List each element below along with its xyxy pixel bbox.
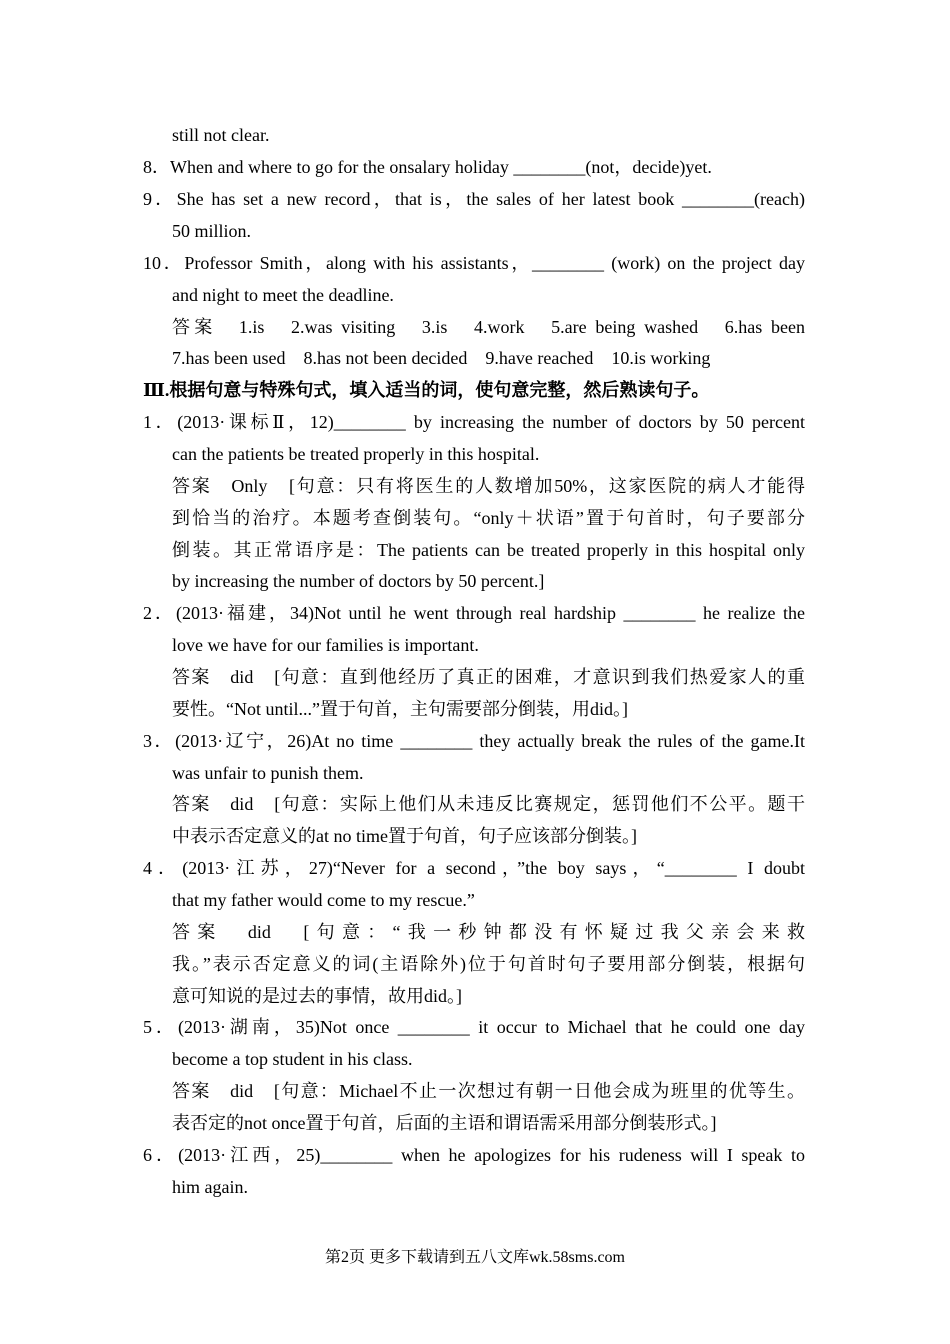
answer-key-line-1: 答案 1.is 2.was visiting 3.is 4.work 5.are being washed 6.has been — [172, 317, 805, 337]
page-footer: 第2页 更多下载请到五八文库wk.58sms.com — [324, 1249, 625, 1266]
question-5-line-2: become a top student in his class. — [172, 1049, 413, 1069]
question-10-line-1: 10．Professor Smith，along with his assistants，________ (work) on the project day — [143, 253, 805, 273]
question-4-line-2: that my father would come to my rescue.” — [172, 890, 475, 910]
question-4-line-1: 4．(2013·江苏，27)“Never for a second，”the boy says，“________ I doubt — [143, 858, 805, 878]
question-8: 8．When and where to go for the onsalary holiday ________(not，decide)yet. — [143, 157, 712, 177]
question-5-line-1: 5．(2013·湖南，35)Not once ________ it occur to Michael that he could one day — [143, 1017, 805, 1037]
answer-1-line-3: 倒装。其正常语序是：The patients can be treated properly in this hospital only — [172, 540, 805, 560]
question-3-line-2: was unfair to punish them. — [172, 763, 364, 783]
answer-4-line-2: 我。”表示否定意义的词(主语除外)位于句首时句子要用部分倒装，根据句 — [172, 954, 805, 974]
answer-2-line-1: 答案 did [句意：直到他经历了真正的困难，才意识到我们热爱家人的重 — [172, 667, 805, 687]
q7-continuation: still not clear. — [172, 125, 270, 145]
question-6-line-2: him again. — [172, 1177, 248, 1197]
answer-5-line-1: 答案 did [句意：Michael不止一次想过有朝一日他会成为班里的优等生。 — [172, 1081, 805, 1101]
answer-3-line-2: 中表示否定意义的at no time置于句首，句子应该部分倒装。] — [172, 826, 637, 846]
question-9-line-1: 9．She has set a new record，that is，the sales of her latest book ________(reach) — [143, 189, 805, 209]
answer-4-line-1: 答案 did [句意：“我一秒钟都没有怀疑过我父亲会来救 — [172, 922, 805, 942]
answer-3-line-1: 答案 did [句意：实际上他们从未违反比赛规定，惩罚他们不公平。题干 — [172, 794, 805, 814]
answer-1-line-4: by increasing the number of doctors by 50 percent.] — [172, 571, 545, 591]
question-2-line-2: love we have for our families is important. — [172, 635, 479, 655]
section-3-heading: Ⅲ.根据句意与特殊句式，填入适当的词，使句意完整，然后熟读句子。 — [143, 380, 710, 400]
question-9-line-2: 50 million. — [172, 221, 252, 241]
question-2-line-1: 2．(2013·福建，34)Not until he went through real hardship ________ he realize the — [143, 603, 805, 623]
answer-5-line-2: 表否定的not once置于句首，后面的主语和谓语需采用部分倒装形式。] — [172, 1113, 717, 1133]
answer-4-line-3: 意可知说的是过去的事情，故用did。] — [172, 986, 462, 1006]
answer-key-line-2: 7.has been used 8.has not been decided 9.have reached 10.is working — [172, 348, 711, 368]
answer-1-line-2: 到恰当的治疗。本题考查倒装句。“only＋状语”置于句首时，句子要部分 — [172, 508, 805, 528]
question-10-line-2: and night to meet the deadline. — [172, 285, 394, 305]
question-6-line-1: 6．(2013·江西，25)________ when he apologizes for his rudeness will I speak to — [143, 1145, 805, 1165]
answer-1-line-1: 答案 Only [句意：只有将医生的人数增加50%，这家医院的病人才能得 — [172, 476, 805, 496]
question-1-line-1: 1．(2013·课标Ⅱ，12)________ by increasing the number of doctors by 50 percent — [143, 412, 805, 432]
question-1-line-2: can the patients be treated properly in this hospital. — [172, 444, 540, 464]
question-3-line-1: 3．(2013·辽宁，26)At no time ________ they actually break the rules of the game.It — [143, 731, 805, 751]
answer-2-line-2: 要性。“Not until...”置于句首，主句需要部分倒装，用did。] — [172, 699, 628, 719]
